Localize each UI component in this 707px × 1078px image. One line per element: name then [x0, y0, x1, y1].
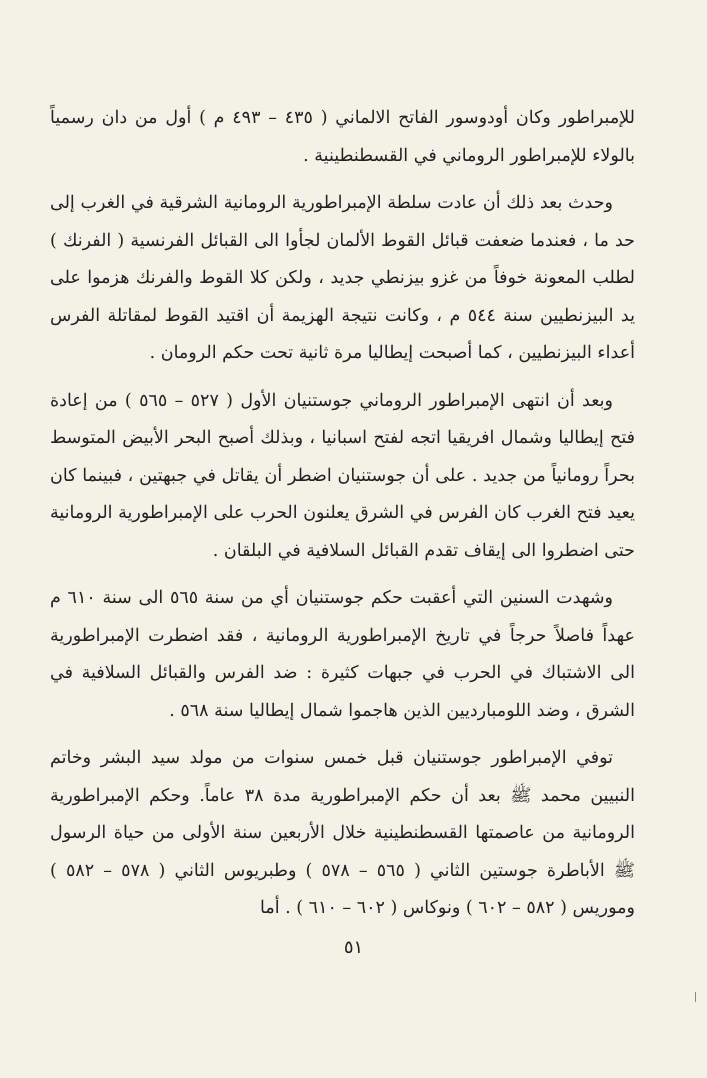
page-body [50, 100, 635, 928]
paragraph-4: وشهدت السنين التي أعقبت حكم جوستنيان أي من سنة ٥٦٥ الى سنة ٦١٠ م عهداً فاصلاً حرجاً في تاريخ الإمبراطورية الرومانية ، فقد اضطرت الإمبراطورية الى الاشتباك في الحرب في جبهات كثيرة : ضد الفرس والقبائل السلافية في الشرق ، وضد اللومبارديين الذين هاجموا شمال إيطاليا سنة ٥٦٨ . [50, 588, 635, 721]
page-edge-mark [695, 992, 696, 1002]
paragraph-5: توفي الإمبراطور جوستنيان قبل خمس سنوات من مولد سيد البشر وخاتم النبيين محمد ﷺ بعد أن حكم الإمبراطورية مدة ٣٨ عاماً. وحكم الإمبراطورية الرومانية من عاصمتها القسطنطينية خلال الأربعين سنة الأولى من حياة الرسول ﷺ الأباطرة جوستين الثاني ( ٥٦٥ – ٥٧٨ ) وطبريوس الثاني ( ٥٧٨ – ٥٨٢ ) وموريس ( ٥٨٢ – ٦٠٢ ) ونوكاس ( ٦٠٢ – ٦١٠ ) . أما [50, 748, 636, 918]
paragraph-1: للإمبراطور وكان أودوسور الفاتح الالماني ( ٤٣٥ – ٤٩٣ م ) أول من دان رسمياً بالولاء للإمبراطور الروماني في القسطنطينية . [50, 108, 635, 166]
paragraph-2: وحدث بعد ذلك أن عادت سلطة الإمبراطورية الرومانية الشرقية في الغرب إلى حد ما ، فعندما ضعفت قبائل القوط الألمان لجأوا الى القبائل الفرنسية ( الفرنك ) لطلب المعونة خوفاً من غزو بيزنطي جديد ، ولكن كلا القوط والفرنك هزموا على يد البيزنطيين سنة ٥٤٤ م ، وكانت نتيجة الهزيمة أن اقتيد القوط لمقاتلة الفرس أعداء البيزنطيين ، كما أصبحت إيطاليا مرة ثانية تحت حكم الرومان . [50, 193, 635, 363]
page-number: ٥١ [343, 937, 364, 958]
paragraph-3: وبعد أن انتهى الإمبراطور الروماني جوستنيان الأول ( ٥٢٧ – ٥٦٥ ) من إعادة فتح إيطاليا وشمال افريقيا اتجه لفتح اسبانيا ، وبذلك أصبح البحر الأبيض المتوسط بحراً رومانياً من جديد . على أن جوستنيان اضطر أن يقاتل في جبهتين ، فبينما كان يعيد فتح الغرب كان الفرس في الشرق يعلنون الحرب على الإمبراطورية الرومانية حتى اضطروا الى إيقاف تقدم القبائل السلافية في البلقان . [50, 390, 635, 561]
